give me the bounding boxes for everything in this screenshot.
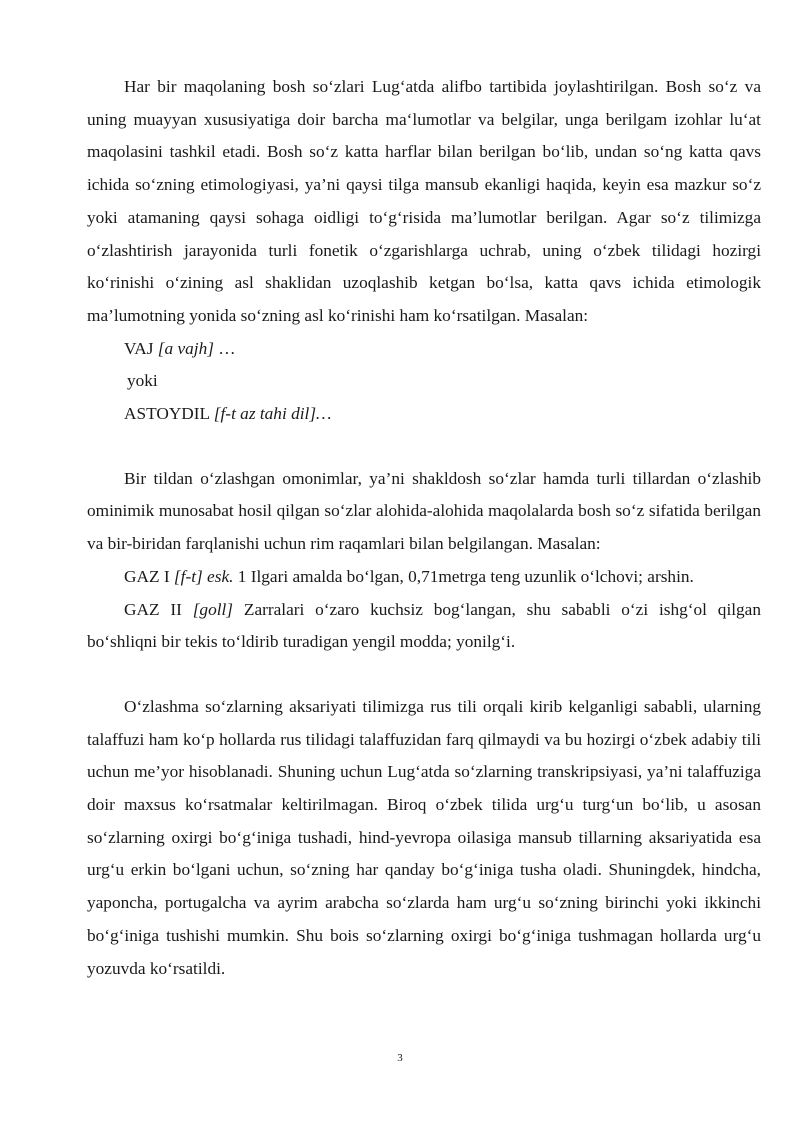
- paragraph-intro: Har bir maqolaning bosh so‘zlari Lug‘atda alifbo tartibida joylashtirilgan. Bosh so‘z va uning muayyan xususiyatiga doir barcha ma‘lumotlar va belgilar, unga berilgam izohlar lu‘at maqolasini tashkil etadi. Bosh so‘z katta harflar bilan berilgan bo‘lib, undan so‘ng katta qavs ichida so‘zning etimologiyasi, ya’ni qaysi tilga mansub ekanligi haqida, keyin esa mazkur so‘z yoki atamaning qaysi sohaga oidligi to‘g‘risida ma’lumotlar berilgan. Agar so‘z tilimizga o‘zlashtirish jarayonida turli fonetik o‘zgarishlarga uchrab, uning o‘zbek tilidagi hozirgi ko‘rinishi o‘zining asl shaklidan uzoqlashib ketgan bo‘lsa, katta qavs ichida etimologik ma’lumotning yonida so‘zning asl ko‘rinishi ham ko‘rsatilgan. Masalan:: [87, 77, 761, 325]
- paragraph-stress: O‘zlashma so‘zlarning aksariyati tilimizga rus tili orqali kirib kelganligi sababli, ularning talaffuzi ham ko‘p hollarda rus tilidagi talaffuzidan farq qilmaydi va bu hozirgi o‘zbek adabiy tili uchun me’yor hisoblanadi. Shuning uchun Lug‘atda so‘zlarning transkripsiyasi, ya’ni talaffuziga doir maxsus ko‘rsatmalar keltirilmagan. Biroq o‘zbek tilida urg‘u turg‘un bo‘lib, u asosan so‘zlarning oxirgi bo‘g‘iniga tushadi, hind-yevropa oilasiga mansub tillarning aksariyatida esa urg‘u erkin bo‘lgani uchun, so‘zning har qanday bo‘g‘iniga tusha oladi. Shuningdek, hindcha, yaponcha, portugalcha va ayrim arabcha so‘zlarda ham urg‘u so‘zning birinchi yoki ikkinchi bo‘g‘iniga tushishi mumkin. Shu bois so‘zlarning oxirgi bo‘g‘iniga tushmagan hollarda urg‘u yozuvda ko‘rsatildi.: [87, 696, 761, 978]
- definition: Zarralari o‘zaro kuchsiz bog‘langan, shu sababli o‘zi ishg‘ol qilgan bo‘shliqni bir tekis to‘ldirib turadigan yengil modda; yonilg‘i.: [87, 599, 761, 652]
- headword: GAZ II: [124, 599, 182, 619]
- example-vaj: [87, 333, 761, 366]
- etymology: [a vajh]: [157, 338, 214, 358]
- definition: 1 Ilgari amalda bo‘lgan, 0,71metrga teng uzunlik o‘lchovi; arshin.: [237, 566, 694, 586]
- headword: ASTOYDIL: [124, 404, 210, 424]
- example-yoki: yoki: [127, 371, 158, 391]
- spacer: [87, 659, 761, 691]
- page-content: [87, 71, 761, 985]
- ellipsis: …: [218, 338, 236, 358]
- paragraph-homonyms: Bir tildan o‘zlashgan omonimlar, ya’ni shakldosh so‘zlar hamda turli tillardan o‘zlashib ominimik munosabat hosil qilgan so‘zlar alohida-alohida maqolalarda bosh so‘z sifatida berilgan va bir-biridan farqlanishi uchun rim raqamlari bilan belgilangan. Masalan:: [87, 468, 761, 554]
- page-number: 3: [397, 1052, 403, 1064]
- example-gaz-2: [87, 594, 761, 659]
- headword: VAJ: [124, 338, 154, 358]
- etymology: [f-t] esk.: [173, 566, 234, 586]
- headword: GAZ I: [124, 566, 170, 586]
- etymology: [goll]: [192, 599, 234, 619]
- example-astoydil: [87, 398, 761, 431]
- etymology: [f-t az tahi dil]…: [213, 404, 332, 424]
- example-gaz-1: [87, 561, 761, 594]
- spacer: [87, 431, 761, 463]
